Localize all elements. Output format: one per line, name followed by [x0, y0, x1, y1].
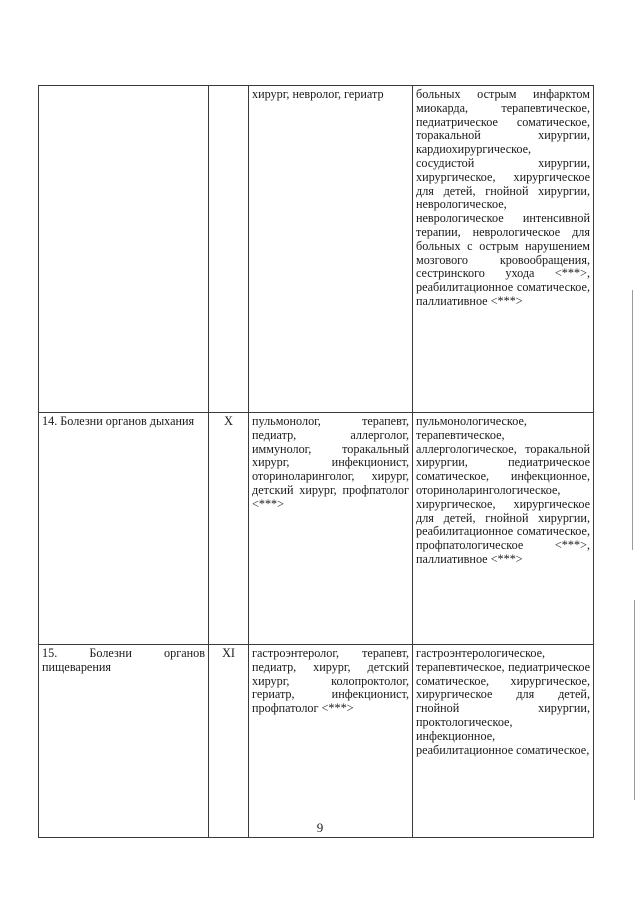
profiles-cell: больных острым инфарктом миокарда, терапевтическое, педиатрическое соматическое, торакальной хирургии, кардиохирургическое, сосудистой хирургии, хирургическое, хирургическое для детей, гнойной хирургии, неврологическое, неврологическое интенсивной терапии, неврологическое для больных с острым нарушением мозгового кровообращения, сестринского ухода <***>, реабилитационное соматическое, паллиативное <***>: [413, 86, 594, 413]
disease-cell: 15. Болезни органов пищеварения: [39, 645, 209, 838]
page-number: 9: [316, 820, 324, 835]
profiles-cell: гастроэнтерологическое, терапевтическое, педиатрическое соматическое, хирургическое, хирургическое для детей, гнойной хирургии, проктологическое, инфекционное, реабилитационное соматическое,: [413, 645, 594, 838]
class-code-cell: [209, 86, 249, 413]
table-row: [39, 413, 594, 645]
table-row: [39, 86, 594, 413]
class-code-cell: X: [209, 413, 249, 645]
table-row: [39, 645, 594, 838]
profiles-cell: пульмонологическое, терапевтическое, аллергологическое, торакальной хирургии, педиатрическое соматическое, инфекционное, оториноларингологическое, хирургическое, хирургическое для детей, гнойной хирургии, реабилитационное соматическое, профпатологическое <***>, паллиативное <***>: [413, 413, 594, 645]
disease-cell: [39, 86, 209, 413]
scan-edge-mark: [632, 290, 633, 550]
disease-cell: 14. Болезни органов дыхания: [39, 413, 209, 645]
specialty-profile-table: [38, 85, 594, 838]
scan-edge-mark: [634, 600, 635, 800]
specialists-cell: гастроэнтеролог, терапевт, педиатр, хирург, детский хирург, колопроктолог, гериатр, инфекционист, профпатолог <***>: [249, 645, 413, 838]
specialists-cell: пульмонолог, терапевт, педиатр, аллерголог, иммунолог, торакальный хирург, инфекционист, оториноларинголог, хирург, детский хирург, профпатолог <***>: [249, 413, 413, 645]
class-code-cell: XI: [209, 645, 249, 838]
specialists-cell: хирург, невролог, гериатр: [249, 86, 413, 413]
